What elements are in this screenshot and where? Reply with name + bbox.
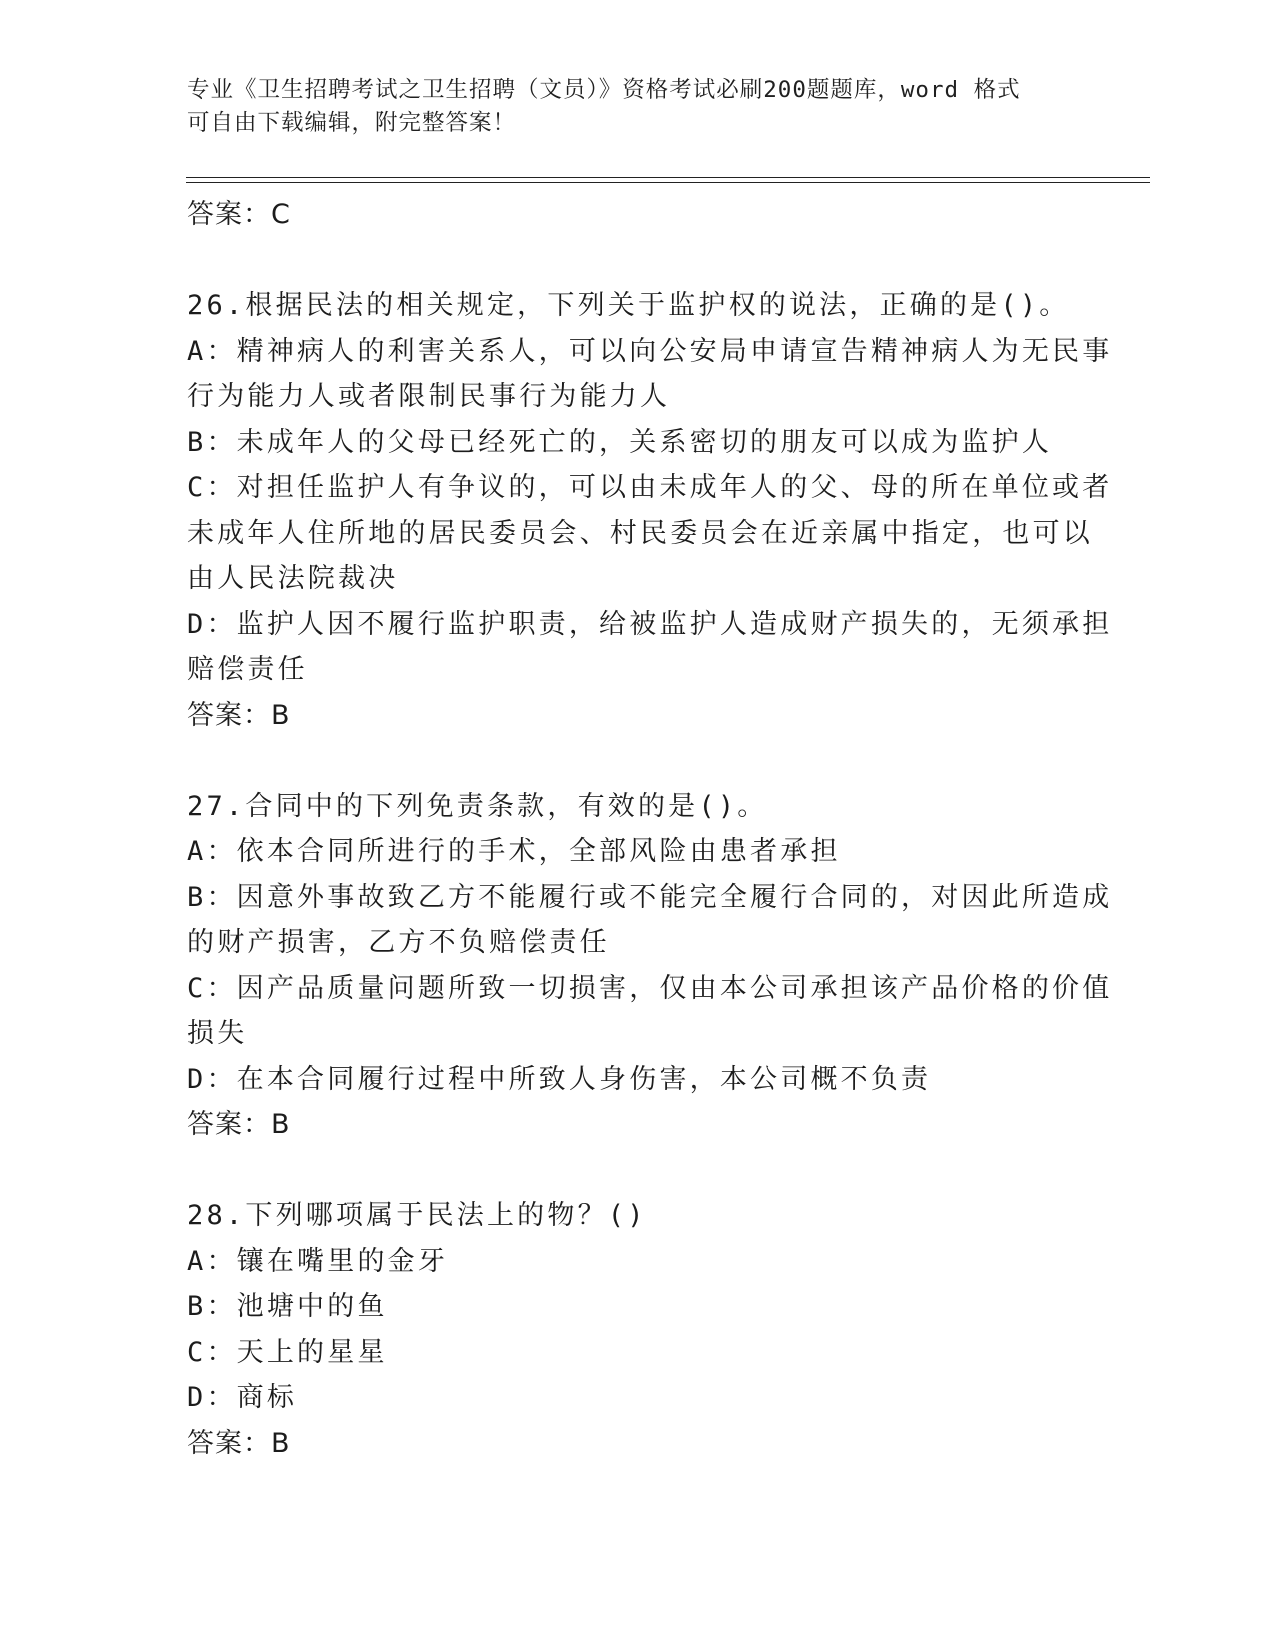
- document-header: [187, 74, 1087, 140]
- option-d-continued: 赔偿责任: [187, 654, 308, 685]
- option-c: C：对担任监护人有争议的，可以由未成年人的父、母的所在单位或者: [187, 472, 1113, 503]
- question-27: [187, 784, 1113, 1148]
- question-stem: 28.下列哪项属于民法上的物？(): [187, 1200, 647, 1231]
- option-c: C：天上的星星: [187, 1336, 388, 1368]
- option-d: D：商标: [187, 1382, 298, 1413]
- option-c-continued: 由人民法院裁决: [187, 563, 399, 594]
- question-stem: 27.合同中的下列免责条款，有效的是()。: [187, 790, 768, 822]
- option-c-continued: 损失: [187, 1018, 248, 1049]
- spacer: [187, 238, 1087, 284]
- question-stem: 26.根据民法的相关规定，下列关于监护权的说法，正确的是()。: [187, 290, 1070, 321]
- question-28: [187, 1193, 1087, 1466]
- option-a: A：依本合同所进行的手术，全部风险由患者承担: [187, 836, 841, 867]
- header-divider-bottom: [186, 182, 1150, 183]
- answer-line: 答案：C: [187, 199, 291, 230]
- option-c-continued: 未成年人住所地的居民委员会、村民委员会在近亲属中指定，也可以: [187, 517, 1093, 549]
- option-a: A：精神病人的利害关系人，可以向公安局申请宣告精神病人为无民事: [187, 335, 1113, 367]
- option-a-continued: 行为能力人或者限制民事行为能力人: [187, 381, 671, 412]
- answer-line: 答案：B: [187, 699, 291, 731]
- option-b: B：因意外事故致乙方不能履行或不能完全履行合同的，对因此所造成: [187, 881, 1113, 913]
- question-26: [187, 283, 1113, 738]
- option-b: B：未成年人的父母已经死亡的，关系密切的朋友可以成为监护人: [187, 426, 1053, 458]
- option-b: B：池塘中的鱼: [187, 1291, 388, 1322]
- option-a: A：镶在嘴里的金牙: [187, 1245, 449, 1277]
- option-b-continued: 的财产损害，乙方不负赔偿责任: [187, 927, 610, 958]
- answer-line: 答案：B: [187, 1109, 291, 1140]
- option-c: C：因产品质量问题所致一切损害，仅由本公司承担该产品价格的价值: [187, 972, 1113, 1004]
- header-line-2: 可自由下载编辑，附完整答案！: [187, 110, 517, 136]
- document-body: [187, 192, 1113, 1466]
- answer-line: 答案：B: [187, 1427, 291, 1459]
- option-d: D：在本合同履行过程中所致人身伤害，本公司概不负责: [187, 1063, 932, 1095]
- option-d: D：监护人因不履行监护职责，给被监护人造成财产损失的，无须承担: [187, 608, 1113, 640]
- spacer: [187, 1148, 1087, 1194]
- header-line-1: 专业《卫生招聘考试之卫生招聘（文员）》资格考试必刷200题题库，word 格式: [187, 77, 1021, 103]
- header-divider-top: [186, 177, 1150, 178]
- spacer: [187, 738, 1087, 784]
